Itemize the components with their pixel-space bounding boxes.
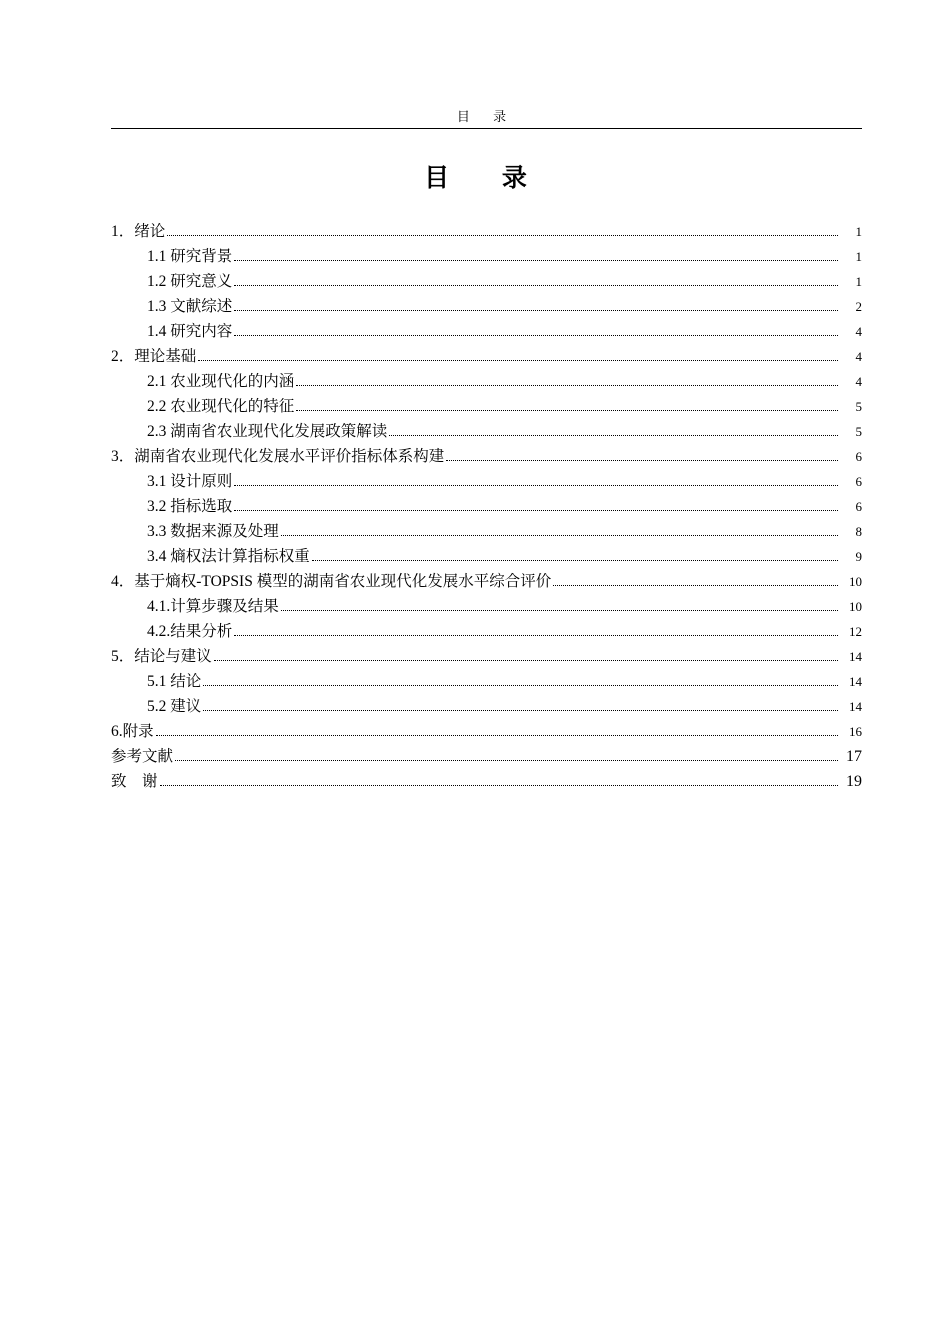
toc-page-number: 5 — [855, 424, 862, 439]
toc-page-number: 14 — [849, 649, 862, 664]
toc-entry-label: 3.3 数据来源及处理 — [147, 523, 279, 540]
toc-page-number: 2 — [855, 299, 862, 314]
toc-entry[interactable] — [111, 718, 862, 743]
toc-page-number: 4 — [855, 324, 862, 339]
toc-entry[interactable] — [111, 743, 862, 768]
toc-entry[interactable] — [111, 693, 862, 718]
toc-dot-leader — [198, 343, 838, 361]
toc-dot-leader — [234, 243, 838, 261]
toc-page-number: 16 — [849, 724, 862, 739]
toc-page-number: 1 — [855, 274, 862, 289]
toc-entry-label: 3．湖南省农业现代化发展水平评价指标体系构建 — [111, 448, 445, 465]
toc-dot-leader — [214, 643, 838, 661]
toc-page-number: 14 — [849, 699, 862, 714]
toc-entry[interactable] — [111, 668, 862, 693]
toc-entry-label: 1．绪论 — [111, 223, 166, 240]
toc-dot-leader — [156, 718, 838, 736]
toc-entry-label: 2.1 农业现代化的内涵 — [147, 373, 295, 390]
toc-dot-leader — [296, 368, 838, 386]
toc-page-number: 4 — [855, 349, 862, 364]
toc-entry-label: 3.1 设计原则 — [147, 473, 233, 490]
toc-entry-label: 1.3 文献综述 — [147, 298, 233, 315]
toc-dot-leader — [160, 768, 838, 786]
toc-dot-leader — [389, 418, 838, 436]
page-title: 目 录 — [424, 163, 549, 192]
toc-dot-leader — [281, 518, 838, 536]
toc-entry[interactable] — [111, 493, 862, 518]
toc-entry[interactable] — [111, 518, 862, 543]
toc-dot-leader — [234, 493, 838, 511]
toc-page-number: 17 — [846, 748, 862, 765]
toc-entry[interactable] — [111, 468, 862, 493]
toc-page-number: 6 — [855, 449, 862, 464]
toc-dot-leader — [553, 568, 838, 586]
toc-entry[interactable] — [111, 218, 862, 243]
toc-page-number: 6 — [855, 499, 862, 514]
toc-entry-label: 参考文献 — [111, 748, 174, 765]
toc-entry-label: 2．理论基础 — [111, 348, 197, 365]
toc-page-number: 1 — [855, 249, 862, 264]
toc-entry[interactable] — [111, 368, 862, 393]
table-of-contents — [111, 218, 862, 793]
toc-entry[interactable] — [111, 643, 862, 668]
toc-dot-leader — [234, 318, 838, 336]
toc-page-number: 12 — [849, 624, 862, 639]
toc-entry[interactable] — [111, 293, 862, 318]
toc-page-number: 19 — [846, 773, 862, 790]
toc-dot-leader — [167, 218, 838, 236]
toc-entry[interactable] — [111, 768, 862, 793]
toc-entry-label: 3.2 指标选取 — [147, 498, 233, 515]
toc-page-number: 10 — [849, 599, 862, 614]
header-rule — [111, 128, 862, 129]
toc-entry-label: 5.1 结论 — [147, 673, 202, 690]
toc-entry[interactable] — [111, 593, 862, 618]
toc-entry-label: 4.1.计算步骤及结果 — [147, 598, 279, 615]
toc-entry-label: 致 谢 — [111, 773, 158, 790]
toc-page-number: 14 — [849, 674, 862, 689]
toc-entry-label: 6.附录 — [111, 723, 154, 740]
toc-entry-label: 1.4 研究内容 — [147, 323, 233, 340]
toc-entry[interactable] — [111, 543, 862, 568]
toc-entry-label: 2.2 农业现代化的特征 — [147, 398, 295, 415]
toc-entry[interactable] — [111, 393, 862, 418]
toc-dot-leader — [281, 593, 838, 611]
toc-entry-label: 4.2.结果分析 — [147, 623, 233, 640]
toc-dot-leader — [234, 268, 838, 286]
toc-page-number: 8 — [855, 524, 862, 539]
toc-entry-label: 3.4 熵权法计算指标权重 — [147, 548, 310, 565]
toc-dot-leader — [234, 618, 838, 636]
toc-entry[interactable] — [111, 568, 862, 593]
toc-entry[interactable] — [111, 443, 862, 468]
toc-dot-leader — [234, 293, 838, 311]
toc-entry-label: 5．结论与建议 — [111, 648, 212, 665]
toc-entry-label: 4．基于熵权-TOPSIS 模型的湖南省农业现代化发展水平综合评价 — [111, 573, 552, 590]
toc-page-number: 10 — [849, 574, 862, 589]
toc-entry[interactable] — [111, 268, 862, 293]
toc-entry-label: 5.2 建议 — [147, 698, 202, 715]
toc-entry[interactable] — [111, 243, 862, 268]
toc-page-number: 5 — [855, 399, 862, 414]
toc-entry-label: 2.3 湖南省农业现代化发展政策解读 — [147, 423, 388, 440]
toc-dot-leader — [234, 468, 838, 486]
toc-page-number: 1 — [855, 224, 862, 239]
toc-entry-label: 1.2 研究意义 — [147, 273, 233, 290]
toc-dot-leader — [203, 668, 838, 686]
toc-entry[interactable] — [111, 618, 862, 643]
toc-page-number: 9 — [855, 549, 862, 564]
toc-entry[interactable] — [111, 343, 862, 368]
toc-page-number: 6 — [855, 474, 862, 489]
toc-page-number: 4 — [855, 374, 862, 389]
toc-entry-label: 1.1 研究背景 — [147, 248, 233, 265]
running-header: 目 录 — [456, 109, 517, 124]
toc-dot-leader — [296, 393, 838, 411]
toc-dot-leader — [312, 543, 838, 561]
toc-entry[interactable] — [111, 418, 862, 443]
toc-entry[interactable] — [111, 318, 862, 343]
toc-dot-leader — [175, 743, 838, 761]
toc-dot-leader — [446, 443, 838, 461]
toc-dot-leader — [203, 693, 838, 711]
